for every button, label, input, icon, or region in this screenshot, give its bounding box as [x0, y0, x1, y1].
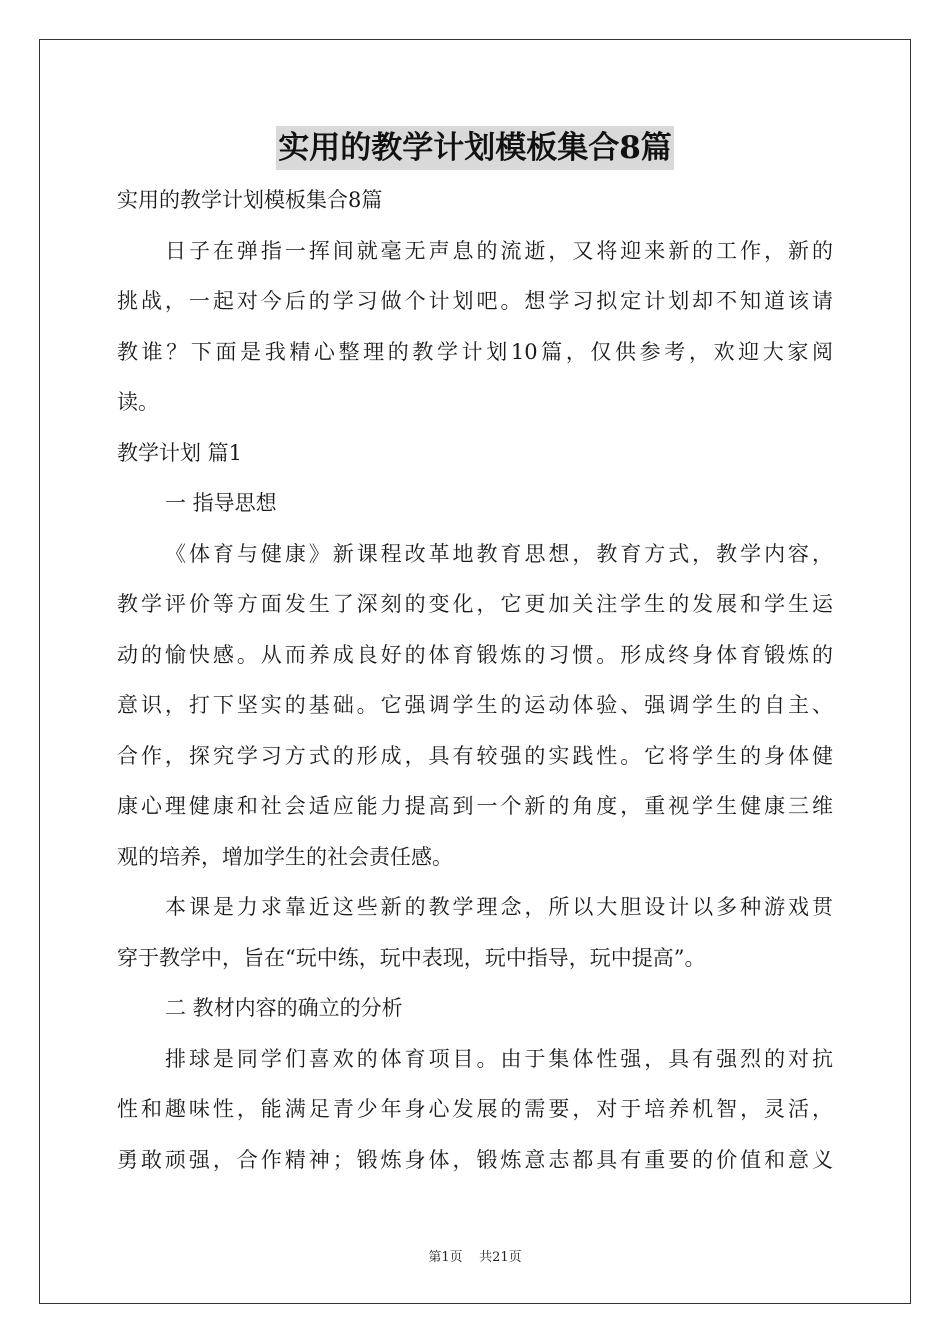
document-body — [117, 175, 833, 1185]
text-line: 意识，打下坚实的基础。它强调学生的运动体验、强调学生的自主、 — [117, 693, 833, 717]
text-line: 排球是同学们喜欢的体育项目。由于集体性强，具有强烈的对抗 — [165, 1046, 833, 1071]
text-line: 动的愉快感。从而养成良好的体育锻炼的习惯。形成终身体育锻炼的 — [117, 642, 833, 667]
title-area — [0, 126, 950, 170]
text-line: 挑战，一起对今后的学习做个计划吧。想学习拟定计划却不知道该请 — [117, 289, 833, 313]
text-line: 日子在弹指一挥间就毫无声息的流逝，又将迎来新的工作，新的 — [165, 238, 833, 263]
text-line: 二 教材内容的确立的分析 — [165, 996, 403, 1020]
page-footer — [0, 1246, 950, 1265]
text-line: 实用的教学计划模板集合8篇 — [117, 188, 383, 212]
text-line: 教谁？下面是我精心整理的教学计划10篇，仅供参考，欢迎大家阅 — [117, 339, 833, 364]
text-line: 穿于教学中，旨在“玩中练，玩中表现，玩中指导，玩中提高”。 — [117, 945, 706, 970]
text-line: 教学评价等方面发生了深刻的变化，它更加关注学生的发展和学生运 — [117, 592, 833, 616]
text-line: 《体育与健康》新课程改革地教育思想，教育方式，教学内容， — [165, 541, 833, 566]
text-line: 教学计划 篇1 — [117, 440, 243, 465]
page-number: 第1页 — [428, 1250, 463, 1265]
text-line: 康心理健康和社会适应能力提高到一个新的角度，重视学生健康三维 — [117, 794, 833, 818]
text-line: 观的培养，增加学生的社会责任感。 — [117, 844, 453, 869]
text-line: 性和趣味性，能满足青少年身心发展的需要，对于培养机智，灵活， — [117, 1097, 833, 1121]
text-line: 一 指导思想 — [165, 491, 277, 515]
text-line: 勇敢顽强，合作精神；锻炼身体，锻炼意志都具有重要的价值和意义 — [117, 1147, 833, 1172]
text-line: 合作，探究学习方式的形成，具有较强的实践性。它将学生的身体健 — [117, 743, 833, 768]
text-line: 本课是力求靠近这些新的教学理念，所以大胆设计以多种游戏贯 — [165, 895, 833, 919]
page-total: 共21页 — [479, 1250, 522, 1265]
document-title: 实用的教学计划模板集合8篇 — [276, 126, 674, 170]
text-line: 读。 — [117, 390, 159, 414]
